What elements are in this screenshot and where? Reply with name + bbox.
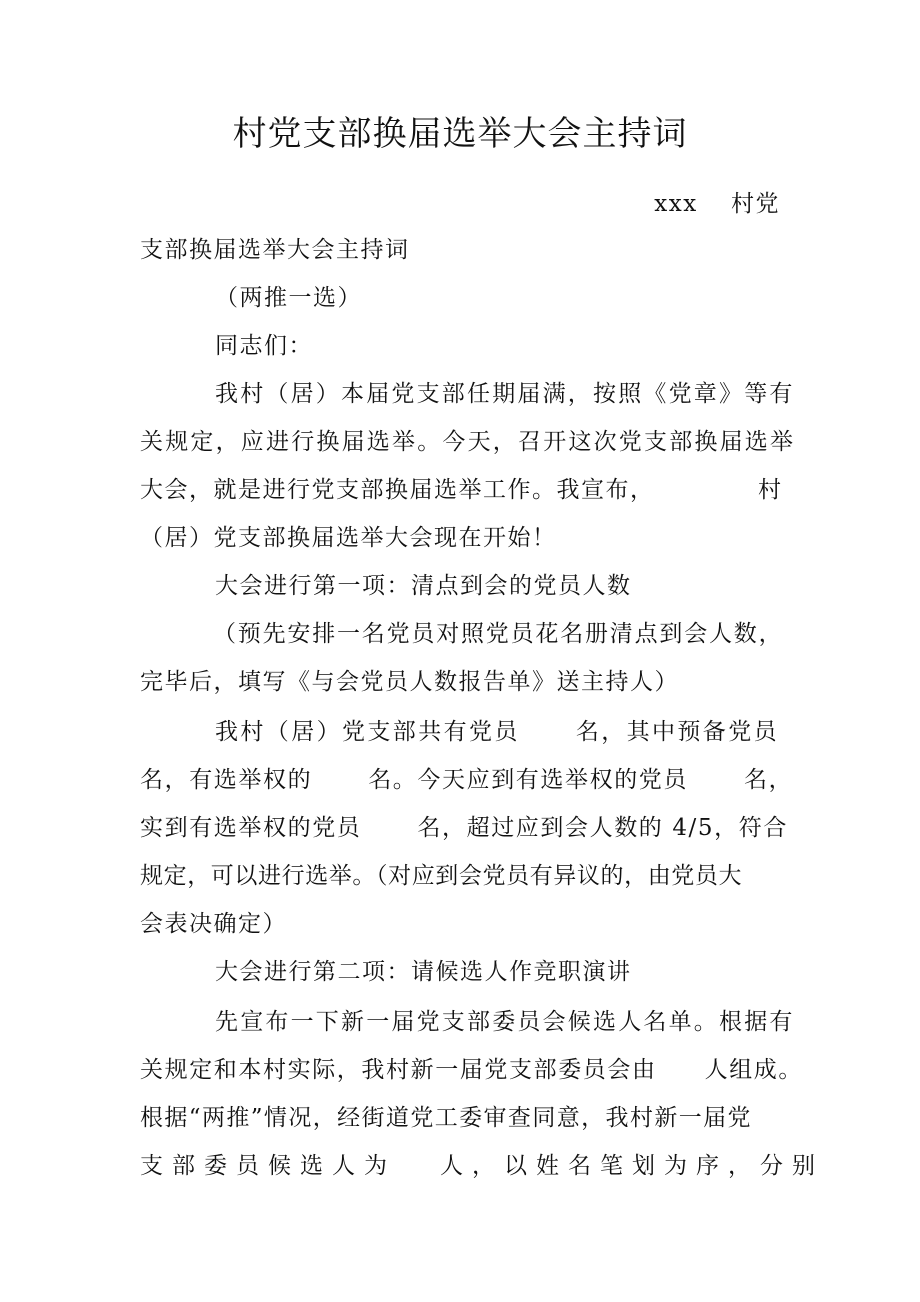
paragraph-line: 规定，可以进行选举。（对应到会党员有异议的，由党员大 [140, 863, 743, 889]
paragraph-line [140, 1054, 804, 1086]
paragraph-text: 名。今天应到有选举权的党员 [368, 767, 689, 793]
paragraph-line [140, 1150, 824, 1182]
election-method-note: （两推一选） [215, 285, 362, 311]
paragraph-text: 实到有选举权的党员 [140, 815, 362, 841]
paragraph-line: （居）党支部换届选举大会现在开始！ [140, 525, 557, 551]
author-line: xxx 村党 [654, 191, 780, 217]
paragraph-text: 人组成。 [704, 1057, 804, 1083]
paragraph-text: 名， [744, 767, 794, 793]
paragraph-line: （预先安排一名党员对照党员花名册清点到会人数， [213, 621, 784, 647]
document-title: 村党支部换届选举大会主持词 [232, 114, 688, 154]
paragraph-line: 完毕后，填写《与会党员人数报告单》送主持人） [140, 669, 679, 695]
paragraph-text: 村 [758, 477, 783, 503]
paragraph-text: 我村（居）党支部共有党员 [215, 719, 520, 745]
paragraph-line: 根据“两推”情况，经街道党工委审查同意，我村新一届党 [140, 1105, 752, 1131]
paragraph-text: 名，其中预备党员 [575, 719, 780, 745]
paragraph-line: 先宣布一下新一届党支部委员会候选人名单。根据有 [215, 1009, 795, 1035]
paragraph-line: 关规定，应进行换届选举。今天，召开这次党支部换届选举 [140, 429, 796, 455]
subtitle-line: 支部换届选举大会主持词 [140, 237, 410, 263]
paragraph-text: 大会，就是进行党支部换届选举工作。我宣布， [140, 477, 655, 503]
paragraph-text: 人，以姓名笔划为序，分别 [440, 1153, 824, 1179]
greeting-line: 同志们： [215, 333, 313, 359]
agenda-item-2: 大会进行第二项：请候选人作竞职演讲 [215, 959, 632, 985]
paragraph-line: 会表决确定） [140, 911, 287, 937]
agenda-item-1: 大会进行第一项：清点到会的党员人数 [215, 573, 632, 599]
paragraph-line [215, 716, 780, 748]
paragraph-line [140, 812, 788, 844]
paragraph-text: 支部委员候选人为 [140, 1153, 396, 1179]
paragraph-text: 名，有选举权的 [140, 767, 313, 793]
paragraph-text: 关规定和本村实际，我村新一届党支部委员会由 [140, 1057, 657, 1083]
paragraph-line: 我村（居）本届党支部任期届满，按照《党章》等有 [215, 381, 795, 407]
paragraph-line [140, 474, 783, 506]
paragraph-line [140, 764, 794, 796]
paragraph-text: 名，超过应到会人数的 4/5，符合 [417, 815, 788, 841]
